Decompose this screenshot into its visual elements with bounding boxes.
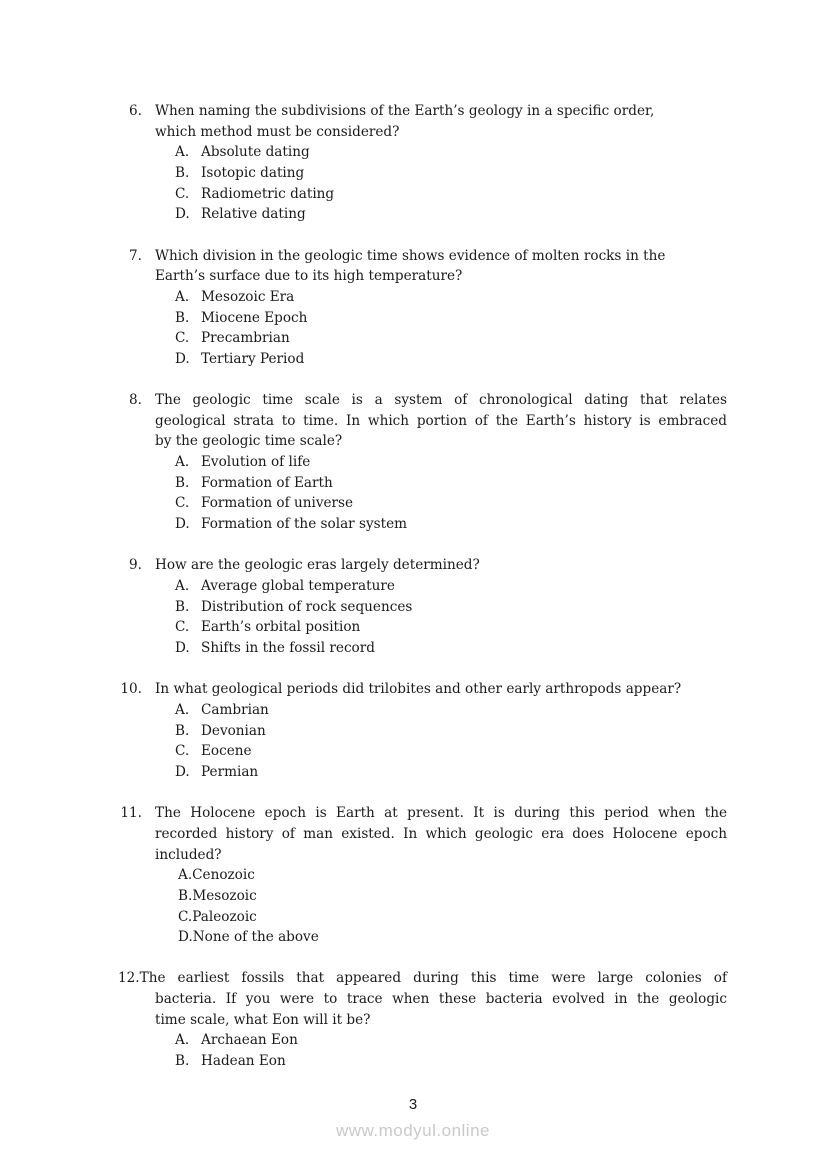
option-text: Devonian	[201, 722, 266, 739]
option-text: Evolution of life	[201, 454, 311, 471]
option-letter: A.	[175, 454, 190, 471]
option-c	[178, 907, 727, 928]
option-text: Distribution of rock sequences	[201, 598, 413, 615]
question-number: 9.	[129, 557, 142, 574]
option-text: Formation of universe	[201, 495, 354, 512]
options-list	[155, 865, 727, 948]
option-text: Mesozoic Era	[201, 288, 295, 305]
option-b	[175, 163, 727, 184]
question-text-line: How are the geologic eras largely determined?	[155, 557, 480, 574]
option-text: None of the above	[192, 929, 319, 946]
option-d	[178, 927, 727, 948]
option-letter: B.	[178, 887, 193, 904]
option-letter: A.	[175, 144, 190, 161]
option-a	[175, 287, 727, 308]
question-number: 7.	[129, 247, 142, 264]
option-a	[175, 700, 727, 721]
options-list	[155, 1030, 727, 1071]
option-a	[178, 865, 727, 886]
option-text: Permian	[201, 763, 259, 780]
option-text: Isotopic dating	[201, 164, 305, 181]
option-text: Archaean Eon	[201, 1032, 298, 1049]
option-text: Miocene Epoch	[201, 309, 308, 326]
question-number: 11.	[120, 805, 142, 822]
option-b	[178, 886, 727, 907]
option-c	[175, 493, 727, 514]
option-letter: D.	[175, 640, 190, 657]
option-letter: A.	[175, 578, 190, 595]
option-c	[175, 184, 727, 205]
options-list	[155, 287, 727, 370]
option-text: Mesozoic	[192, 887, 257, 904]
question-text-line: The Holocene epoch is Earth at present. It is during this period when the	[155, 805, 727, 822]
question-text-line: recorded history of man existed. In which geologic era does Holocene epoch	[155, 825, 727, 842]
question-text-line: which method must be considered?	[155, 123, 400, 140]
question-text-line: by the geologic time scale?	[155, 433, 343, 450]
option-text: Precambrian	[201, 330, 290, 347]
option-letter: C.	[178, 908, 193, 925]
question-7	[129, 246, 727, 370]
option-letter: B.	[175, 474, 190, 491]
option-letter: B.	[175, 309, 190, 326]
option-letter: B.	[175, 598, 190, 615]
question-12	[118, 968, 727, 1071]
option-c	[175, 328, 727, 349]
options-list	[155, 576, 727, 659]
option-letter: A.	[178, 867, 193, 884]
question-number: 10.	[120, 681, 142, 698]
option-b	[175, 1051, 727, 1072]
option-b	[175, 597, 727, 618]
option-text: Tertiary Period	[201, 350, 305, 367]
options-list	[155, 452, 727, 535]
option-letter: A.	[175, 1032, 190, 1049]
question-number: 6.	[129, 103, 142, 119]
option-text: Formation of the solar system	[201, 516, 408, 533]
option-letter: C.	[175, 330, 190, 347]
watermark: www.modyul.online	[335, 1121, 490, 1140]
page-number: 3	[408, 1096, 418, 1113]
option-d	[175, 514, 727, 535]
option-d	[175, 349, 727, 370]
question-text-line: In what geological periods did trilobites and other early arthropods appear?	[155, 681, 682, 698]
option-text: Formation of Earth	[201, 474, 333, 491]
question-number: 8.	[129, 392, 142, 409]
option-text: Earth’s orbital position	[201, 619, 361, 636]
option-b	[175, 308, 727, 329]
option-a	[175, 576, 727, 597]
option-d	[175, 762, 727, 783]
question-11	[120, 803, 727, 948]
question-10	[120, 679, 727, 782]
option-text: Relative dating	[201, 206, 306, 223]
question-text-line: Which division in the geologic time shows evidence of molten rocks in the	[155, 247, 666, 264]
option-letter: A.	[175, 288, 190, 305]
question-text-line: The geologic time scale is a system of chronological dating that relates	[155, 392, 727, 409]
option-letter: C.	[175, 495, 190, 512]
question-text-line: included?	[155, 846, 222, 863]
option-text: Average global temperature	[201, 578, 395, 595]
options-list	[155, 142, 727, 225]
option-letter: D.	[178, 929, 193, 946]
option-text: Paleozoic	[192, 908, 257, 925]
option-letter: B.	[175, 1053, 190, 1070]
option-c	[175, 617, 727, 638]
question-text-line: geological strata to time. In which portion of the Earth’s history is embraced	[155, 412, 727, 429]
option-text: Absolute dating	[201, 144, 310, 161]
option-text: Shifts in the fossil record	[201, 640, 375, 657]
question-text-line: time scale, what Eon will it be?	[155, 1011, 371, 1028]
option-d	[175, 204, 727, 225]
option-c	[175, 741, 727, 762]
option-letter: D.	[175, 763, 190, 780]
option-a	[175, 1030, 727, 1051]
option-letter: C.	[175, 185, 190, 202]
option-letter: B.	[175, 722, 190, 739]
option-text: Cambrian	[201, 701, 269, 718]
option-letter: D.	[175, 516, 190, 533]
option-text: Radiometric dating	[201, 185, 335, 202]
quiz-content	[118, 101, 727, 1092]
question-8	[129, 390, 727, 535]
option-text: Hadean Eon	[201, 1053, 286, 1070]
option-b	[175, 473, 727, 494]
option-letter: B.	[175, 164, 190, 181]
option-b	[175, 721, 727, 742]
option-d	[175, 638, 727, 659]
question-text-line: Earth’s surface due to its high temperature?	[155, 268, 463, 285]
option-letter: D.	[175, 206, 190, 223]
option-letter: D.	[175, 350, 190, 367]
options-list	[155, 700, 727, 783]
option-letter: C.	[175, 619, 190, 636]
option-a	[175, 452, 727, 473]
option-letter: C.	[175, 743, 190, 760]
question-text-line: bacteria. If you were to trace when these bacteria evolved in the geologic	[155, 991, 727, 1008]
question-9	[129, 555, 727, 658]
option-letter: A.	[175, 701, 190, 718]
option-a	[175, 142, 727, 163]
question-text-line: When naming the subdivisions of the Earth’s geology in a specific order,	[155, 103, 655, 119]
option-text: Cenozoic	[192, 867, 255, 884]
question-text-line: The earliest fossils that appeared during this time were large colonies of	[139, 970, 727, 987]
question-6	[129, 101, 727, 225]
question-number: 12.	[118, 970, 140, 987]
option-text: Eocene	[201, 743, 252, 760]
